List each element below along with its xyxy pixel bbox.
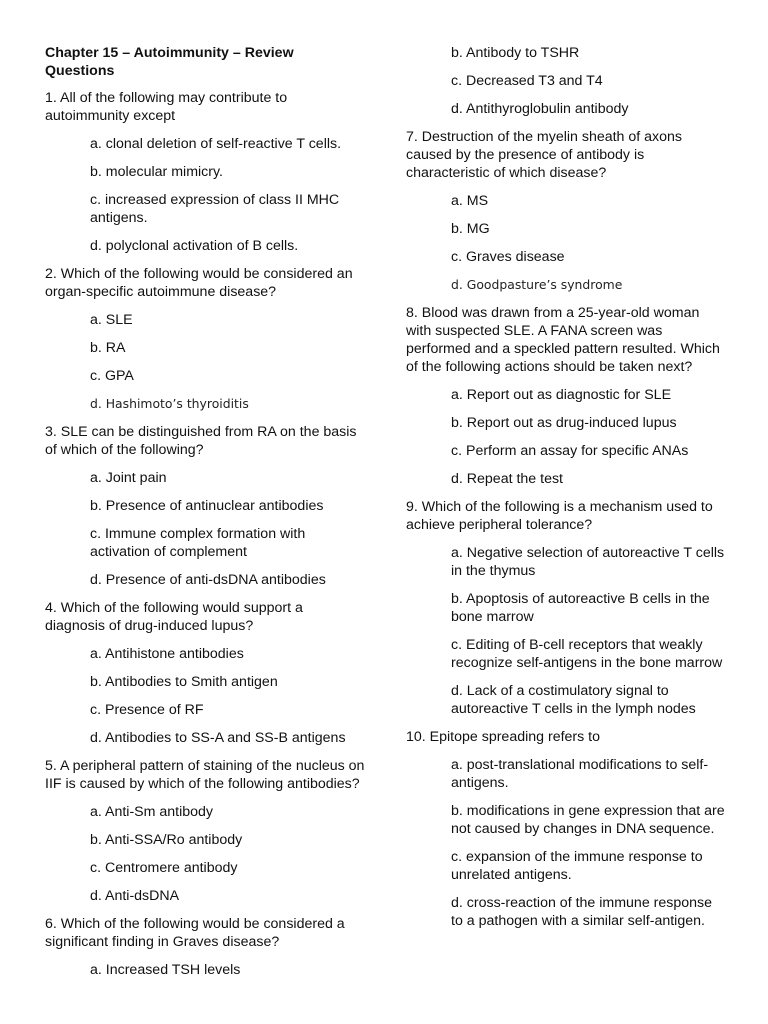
question-1-option-d: d. polyclonal activation of B cells. — [90, 238, 299, 254]
question-8-option-c: c. Perform an assay for specific ANAs — [451, 443, 689, 459]
document-title: Chapter 15 – Autoimmunity – Review Questions — [45, 45, 294, 79]
question-3-option-b: b. Presence of antinuclear antibodies — [90, 498, 324, 514]
question-6-option-d: d. Antithyroglobulin antibody — [451, 101, 629, 117]
question-2-option-c: c. GPA — [90, 368, 134, 384]
question-6-option-a: a. Increased TSH levels — [90, 962, 241, 978]
question-3-stem: 3. SLE can be distinguished from RA on the basis of which of the following? — [45, 424, 357, 458]
question-3-option-c: c. Immune complex formation with activation of complement — [90, 526, 306, 560]
question-6-stem: 6. Which of the following would be considered a significant finding in Graves disease? — [45, 916, 345, 950]
question-7-option-a: a. MS — [451, 193, 489, 209]
question-10-stem: 10. Epitope spreading refers to — [406, 729, 601, 745]
question-5-option-d: d. Anti-dsDNA — [90, 888, 180, 904]
question-2-option-a: a. SLE — [90, 312, 133, 328]
question-1-stem: 1. All of the following may contribute to autoimmunity except — [45, 90, 288, 124]
question-10-option-c: c. expansion of the immune response to unrelated antigens. — [451, 849, 703, 883]
question-8-option-a: a. Report out as diagnostic for SLE — [451, 387, 672, 403]
question-7-option-b: b. MG — [451, 221, 490, 237]
right-column — [406, 44, 726, 940]
question-8-option-b: b. Report out as drug-induced lupus — [451, 415, 677, 431]
question-2-stem: 2. Which of the following would be considered an organ-specific autoimmune disease? — [45, 266, 353, 300]
question-9-option-b: b. Apoptosis of autoreactive B cells in the bone marrow — [451, 591, 710, 625]
question-7-option-c: c. Graves disease — [451, 249, 565, 265]
question-4-option-c: c. Presence of RF — [90, 702, 204, 718]
question-9-option-c: c. Editing of B-cell receptors that weakly recognize self-antigens in the bone marrow — [451, 637, 723, 671]
question-4-option-b: b. Antibodies to Smith antigen — [90, 674, 278, 690]
question-5-option-c: c. Centromere antibody — [90, 860, 238, 876]
question-3-option-d: d. Presence of anti-dsDNA antibodies — [90, 572, 326, 588]
question-9-stem: 9. Which of the following is a mechanism used to achieve peripheral tolerance? — [406, 499, 713, 533]
question-10-option-d: d. cross-reaction of the immune response to a pathogen with a similar self-antigen. — [451, 895, 713, 929]
question-8-stem: 8. Blood was drawn from a 25-year-old woman with suspected SLE. A FANA screen was performed and a speckled pattern resulted. Which of the following actions should be taken next? — [406, 305, 720, 375]
question-5-stem: 5. A peripheral pattern of staining of the nucleus on IIF is caused by which of the following antibodies? — [45, 758, 365, 792]
question-9-option-a: a. Negative selection of autoreactive T cells in the thymus — [451, 545, 725, 579]
question-9-option-d: d. Lack of a costimulatory signal to autoreactive T cells in the lymph nodes — [451, 683, 696, 717]
question-10-option-b: b. modifications in gene expression that are not caused by changes in DNA sequence. — [451, 803, 725, 837]
question-5-option-a: a. Anti-Sm antibody — [90, 804, 214, 820]
left-column — [45, 44, 365, 989]
question-4-option-a: a. Antihistone antibodies — [90, 646, 244, 662]
question-1-option-c: c. increased expression of class II MHC antigens. — [90, 192, 340, 226]
question-4-stem: 4. Which of the following would support a diagnosis of drug-induced lupus? — [45, 600, 303, 634]
question-6-option-c: c. Decreased T3 and T4 — [451, 73, 603, 89]
question-2-option-b: b. RA — [90, 340, 126, 356]
question-3-option-a: a. Joint pain — [90, 470, 167, 486]
question-4-option-d: d. Antibodies to SS-A and SS-B antigens — [90, 730, 346, 746]
question-10-option-a: a. post-translational modifications to self-antigens. — [451, 757, 709, 791]
question-7-stem: 7. Destruction of the myelin sheath of axons caused by the presence of antibody is characteristic of which disease? — [406, 129, 683, 181]
question-5-option-b: b. Anti-SSA/Ro antibody — [90, 832, 243, 848]
question-6-option-b: b. Antibody to TSHR — [451, 45, 580, 61]
question-1-option-a: a. clonal deletion of self-reactive T cells. — [90, 136, 342, 152]
question-2-option-d: d. Hashimoto’s thyroiditis — [90, 396, 249, 411]
question-1-option-b: b. molecular mimicry. — [90, 164, 223, 180]
question-8-option-d: d. Repeat the test — [451, 471, 563, 487]
question-7-option-d: d. Goodpasture’s syndrome — [451, 277, 623, 292]
